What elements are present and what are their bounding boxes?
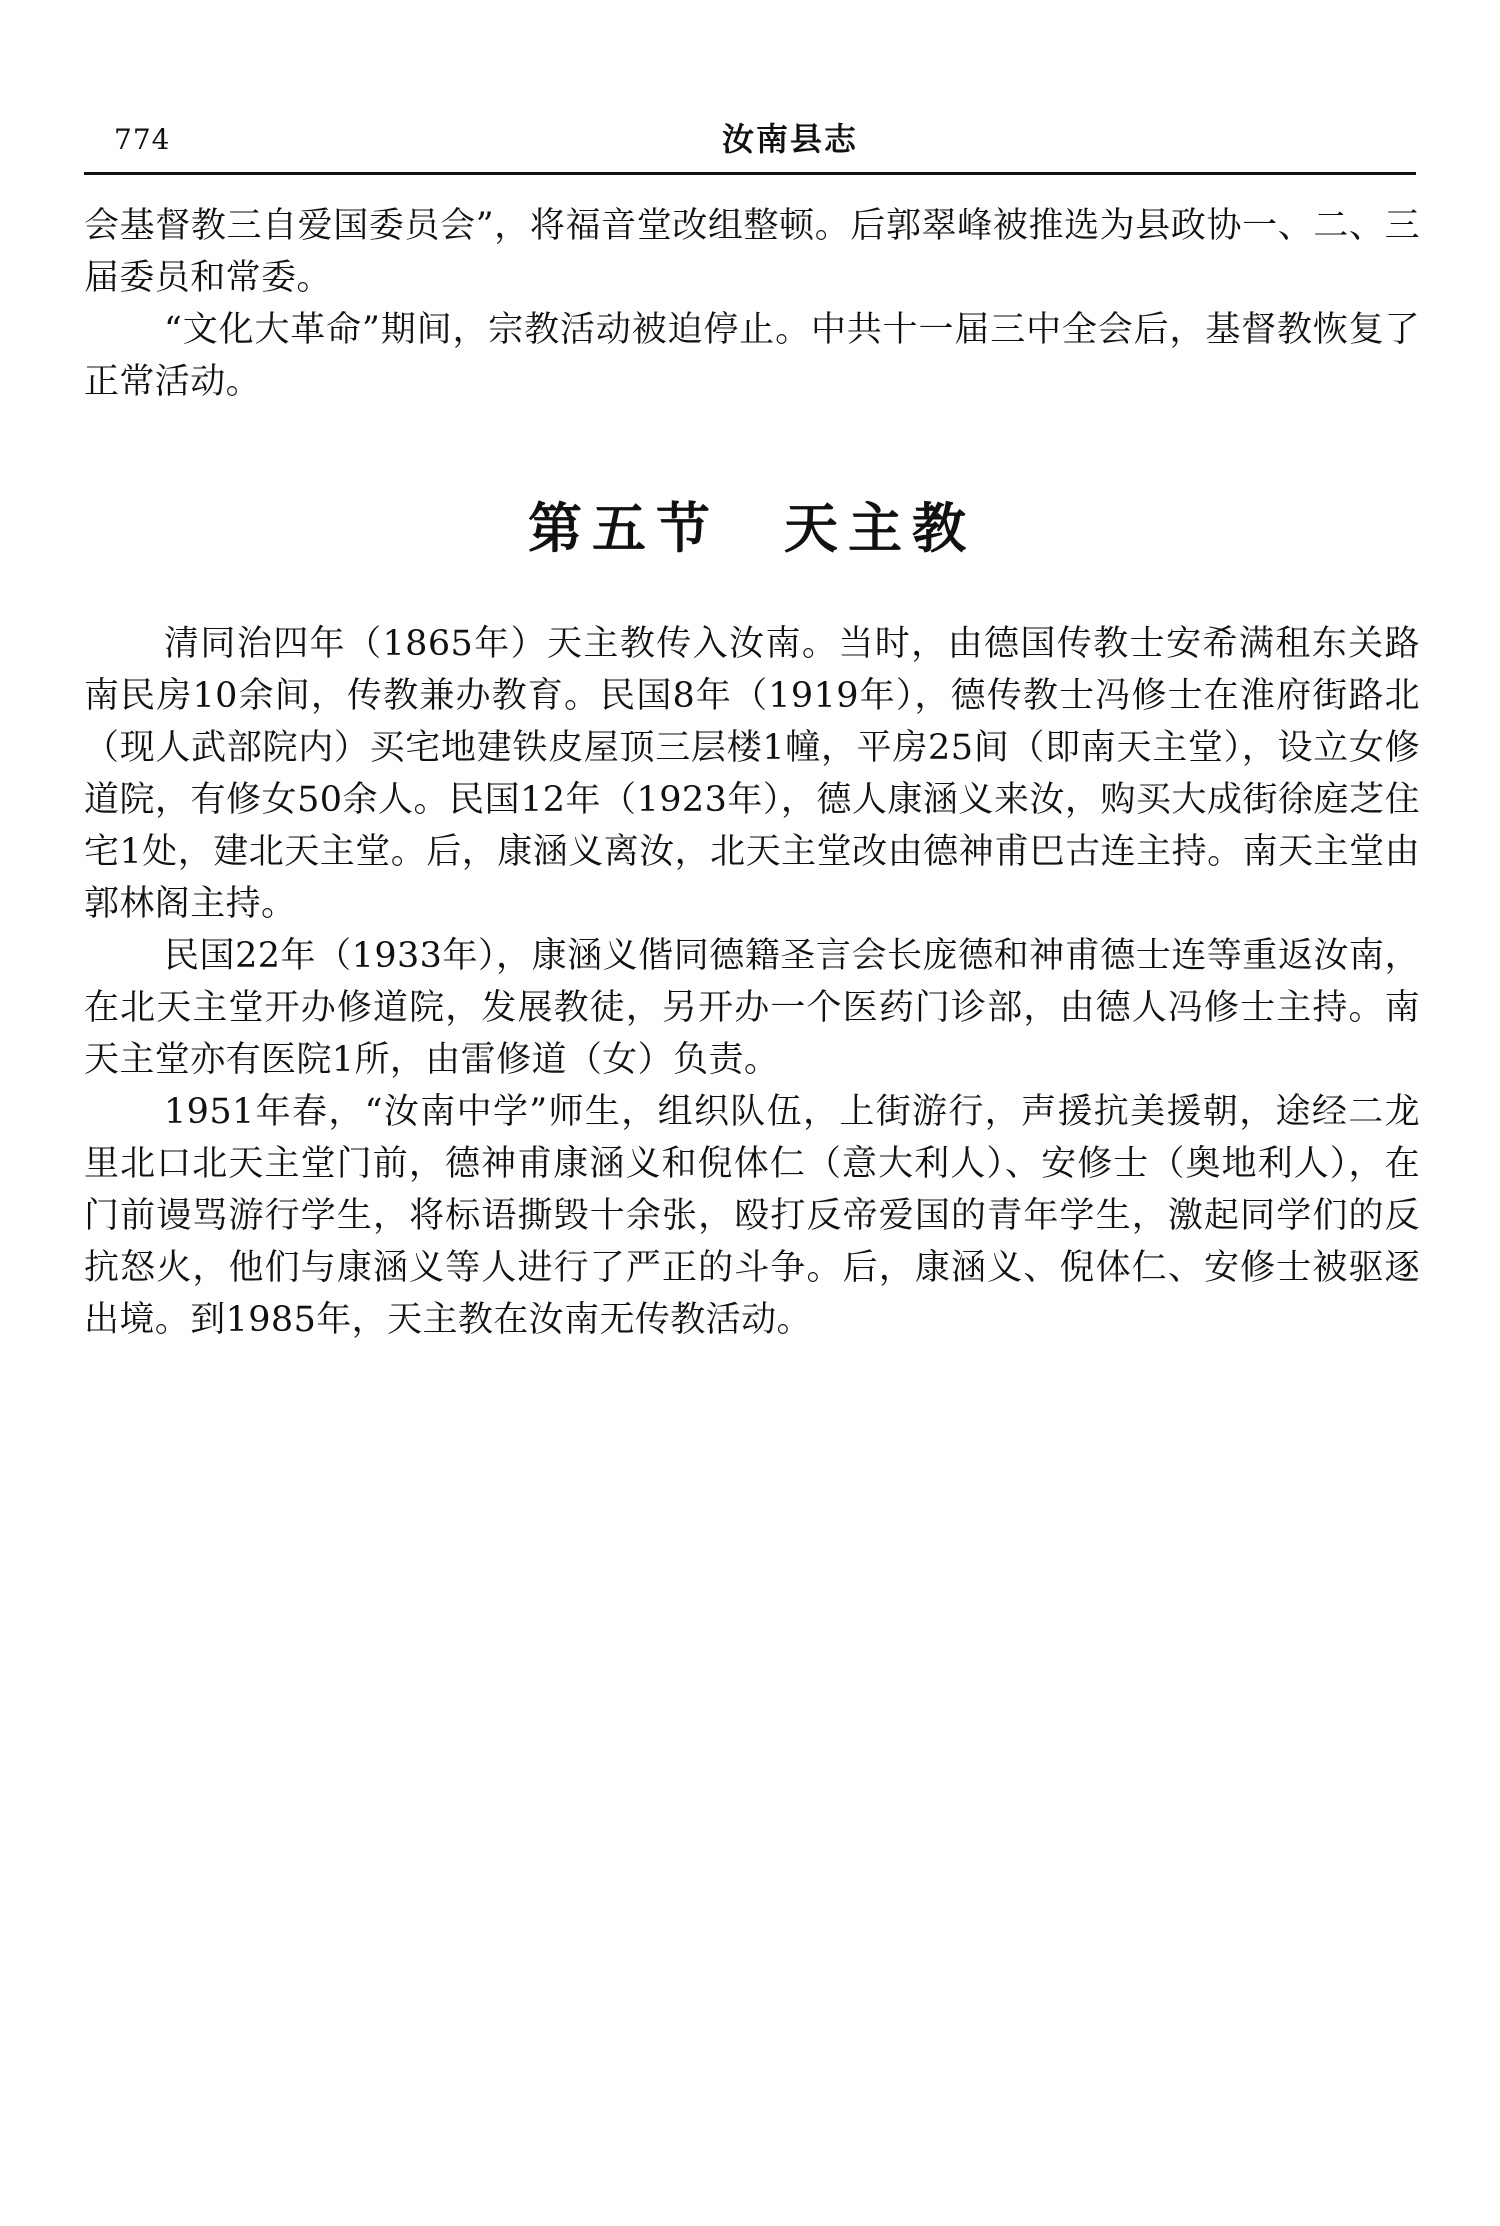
- paragraph: 1951年春，“汝南中学”师生，组织队伍，上街游行，声援抗美援朝，途经二龙里北口北天主堂门前，德神甫康涵义和倪体仁（意大利人）、安修士（奥地利人），在门前谩骂游行学生，将标语撕毁十余张，殴打反帝爱国的青年学生，激起同学们的反抗怒火，他们与康涵义等人进行了严正的斗争。后，康涵义、倪体仁、安修士被驱逐出境。到1985年，天主教在汝南无传教活动。: [84, 1092, 1420, 1340]
- section-body: [84, 618, 1420, 1346]
- paragraph: 民国22年（1933年），康涵义偕同德籍圣言会长庞德和神甫德士连等重返汝南，在北天主堂开办修道院，发展教徒，另开办一个医药门诊部，由德人冯修士主持。南天主堂亦有医院1所，由雷修道（女）负责。: [84, 936, 1420, 1080]
- paragraph: 清同治四年（1865年）天主教传入汝南。当时，由德国传教士安希满租东关路南民房10余间，传教兼办教育。民国8年（1919年），德传教士冯修士在淮府街路北（现人武部院内）买宅地建铁皮屋顶三层楼1幢，平房25间（即南天主堂），设立女修道院，有修女50余人。民国12年（1923年），德人康涵义来汝，购买大成街徐庭芝住宅1处，建北天主堂。后，康涵义离汝，北天主堂改由德神甫巴古连主持。南天主堂由郭林阁主持。: [84, 624, 1420, 924]
- page-number: 774: [114, 123, 171, 156]
- paragraph: “文化大革命”期间，宗教活动被迫停止。中共十一届三中全会后，基督教恢复了正常活动。: [84, 310, 1420, 402]
- continuation-text: [84, 200, 1420, 408]
- running-title: 汝南县志: [721, 120, 858, 158]
- header-rule: [84, 172, 1416, 175]
- section-heading: 第五节 天主教: [528, 496, 976, 560]
- paragraph: 会基督教三自爱国委员会”，将福音堂改组整顿。后郭翠峰被推选为县政协一、二、三届委员和常委。: [84, 206, 1420, 298]
